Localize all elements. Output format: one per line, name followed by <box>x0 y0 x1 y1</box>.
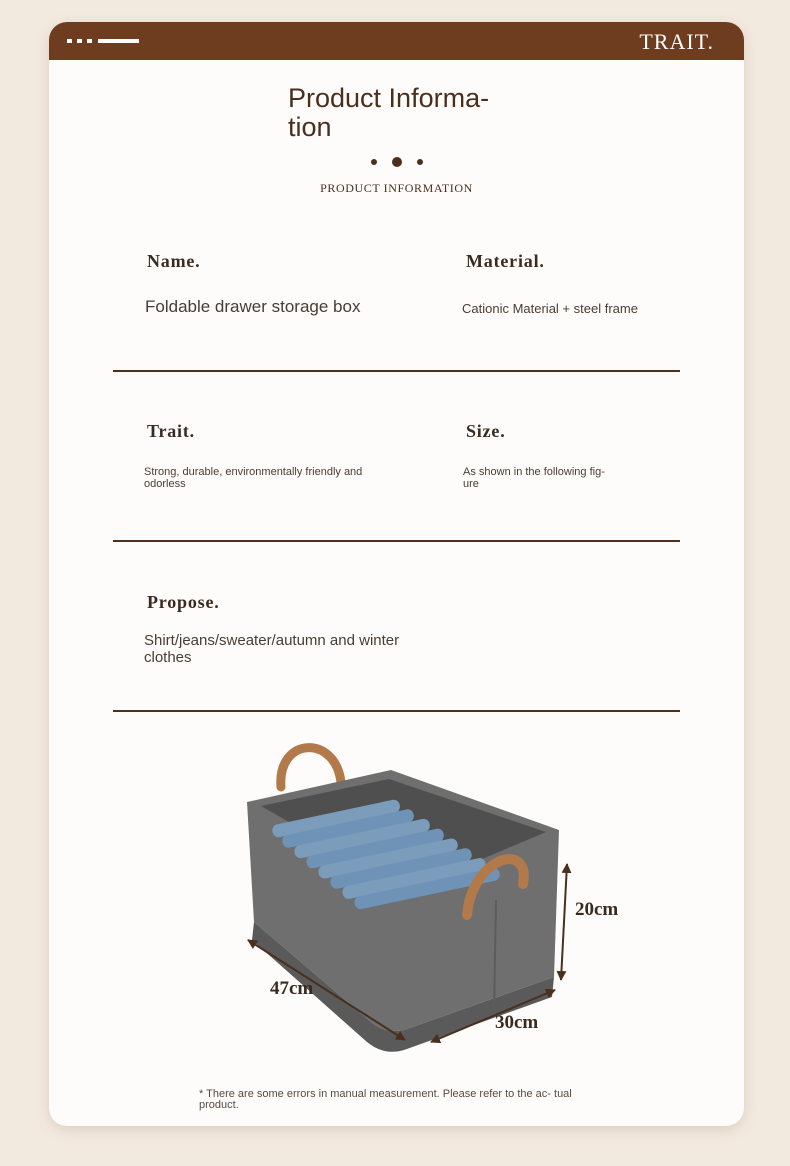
propose-label: Propose. <box>147 592 220 612</box>
size-label: Size. <box>466 421 506 441</box>
name-value: Foldable drawer storage box <box>145 297 361 316</box>
trait-label: Trait. <box>147 421 195 441</box>
menu-dot-icon <box>67 39 72 43</box>
product-info-card <box>49 22 744 1126</box>
storage-box-illustration <box>239 742 639 1072</box>
menu-dot-icon <box>87 39 92 43</box>
decorative-dots-icon <box>371 156 423 168</box>
back-handle <box>281 748 341 787</box>
material-label: Material. <box>466 251 545 271</box>
height-arrow <box>561 864 567 980</box>
top-bar <box>49 22 744 60</box>
trait-value: Strong, durable, environmentally friendly and odorless <box>144 466 363 490</box>
height-label: 20cm <box>575 899 619 920</box>
propose-value: Shirt/jeans/sweater/autumn and winter clothes <box>144 632 400 666</box>
measurement-note: * There are some errors in manual measurement. Please refer to the ac- tual product. <box>199 1088 572 1111</box>
length-label: 47cm <box>270 978 314 999</box>
name-label: Name. <box>147 251 201 271</box>
page-subtitle: PRODUCT INFORMATION <box>320 181 473 195</box>
section-divider <box>113 370 680 372</box>
material-value: Cationic Material + steel frame <box>462 301 638 316</box>
section-divider <box>113 540 680 542</box>
size-value: As shown in the following fig- ure <box>463 466 605 490</box>
width-label: 30cm <box>495 1012 539 1033</box>
section-divider <box>113 710 680 712</box>
page-title: Product Informa- tion <box>288 83 490 142</box>
menu-dot-icon <box>77 39 82 43</box>
brand-title: TRAIT. <box>639 29 714 54</box>
menu-dash-icon <box>98 39 139 43</box>
